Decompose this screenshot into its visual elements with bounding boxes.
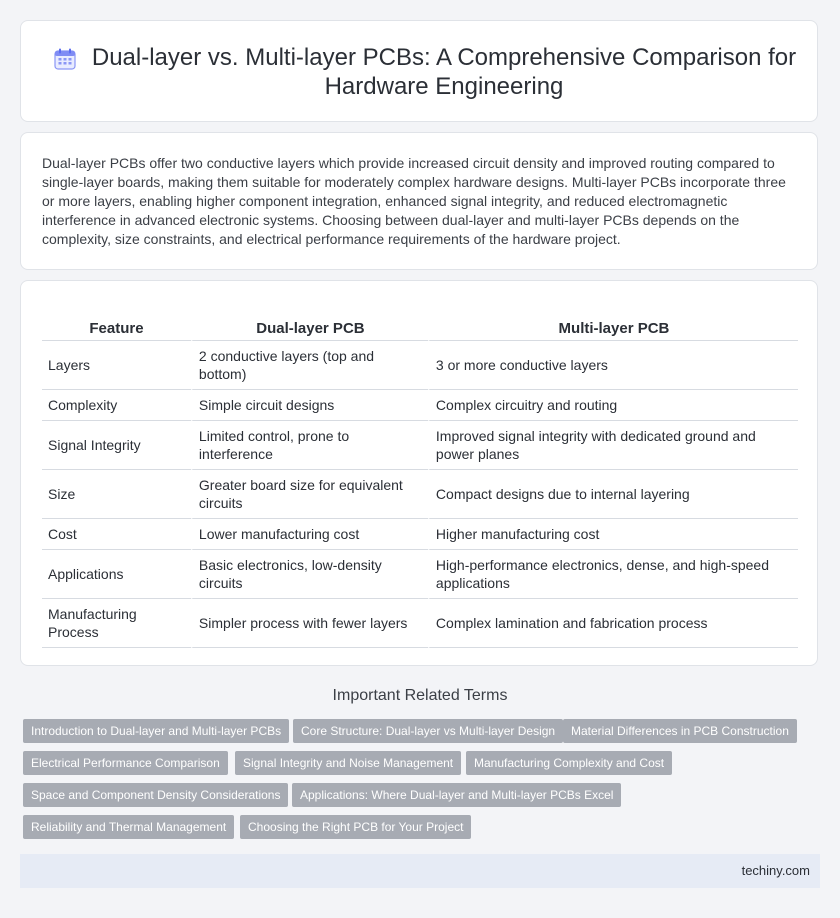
- table-cell: Complexity: [42, 390, 191, 421]
- table-row: [42, 599, 798, 648]
- table-cell: Simple circuit designs: [191, 390, 428, 421]
- table-cell: Greater board size for equivalent circuits: [191, 470, 428, 519]
- table-row: [42, 470, 798, 519]
- table-cell: High-performance electronics, dense, and high-speed applications: [428, 550, 798, 599]
- table-cell: Complex circuitry and routing: [428, 390, 798, 421]
- related-term-tag[interactable]: Material Differences in PCB Construction: [563, 719, 797, 743]
- title-card: [20, 20, 818, 122]
- column-header: Feature: [42, 312, 191, 341]
- table-cell: Simpler process with fewer layers: [191, 599, 428, 648]
- site-name[interactable]: techiny.com: [741, 863, 810, 878]
- table-cell: Improved signal integrity with dedicated ground and power planes: [428, 421, 798, 470]
- table-cell: Applications: [42, 550, 191, 599]
- table-cell: Signal Integrity: [42, 421, 191, 470]
- related-term-tag[interactable]: Introduction to Dual-layer and Multi-layer PCBs: [23, 719, 289, 743]
- related-term-tag[interactable]: Core Structure: Dual-layer vs Multi-layer Design: [293, 719, 563, 743]
- table-cell: Higher manufacturing cost: [428, 519, 798, 550]
- table-cell: Complex lamination and fabrication process: [428, 599, 798, 648]
- table-cell: Cost: [42, 519, 191, 550]
- intro-card: [20, 132, 818, 270]
- table-cell: Lower manufacturing cost: [191, 519, 428, 550]
- table-cell: Basic electronics, low-density circuits: [191, 550, 428, 599]
- related-term-tag[interactable]: Manufacturing Complexity and Cost: [466, 751, 672, 775]
- related-terms-heading: Important Related Terms: [332, 687, 508, 704]
- table-row: [42, 550, 798, 599]
- table-cell: Layers: [42, 341, 191, 390]
- table-cell: Size: [42, 470, 191, 519]
- table-row: [42, 390, 798, 421]
- table-cell: Compact designs due to internal layering: [428, 470, 798, 519]
- table-header-row: [42, 312, 798, 341]
- table-cell: Limited control, prone to interference: [191, 421, 428, 470]
- table-cell: 2 conductive layers (top and bottom): [191, 341, 428, 390]
- table-cell: 3 or more conductive layers: [428, 341, 798, 390]
- table-row: [42, 341, 798, 390]
- table-row: [42, 421, 798, 470]
- table-cell: Manufacturing Process: [42, 599, 191, 648]
- related-term-tag[interactable]: Signal Integrity and Noise Management: [235, 751, 461, 775]
- comparison-table: [42, 312, 798, 648]
- column-header: Dual-layer PCB: [191, 312, 428, 341]
- comparison-card: [20, 280, 818, 666]
- intro-paragraph: Dual-layer PCBs offer two conductive layers which provide increased circuit density and improved routing compared to single-layer boards, making them suitable for moderately complex hardware designs. Multi-layer PCBs incorporate three or more layers, enabling higher component integration, enhanced signal integrity, and reduced electromagnetic interference in advanced electronic systems. Choosing between dual-layer and multi-layer PCBs depends on the complexity, size constraints, and electrical performance requirements of the hardware project.: [42, 155, 786, 247]
- related-term-tag[interactable]: Space and Component Density Considerations: [23, 783, 288, 807]
- related-term-tag[interactable]: Electrical Performance Comparison: [23, 751, 228, 775]
- calendar-icon: [53, 47, 77, 71]
- related-term-tag[interactable]: Applications: Where Dual-layer and Multi-layer PCBs Excel: [292, 783, 621, 807]
- related-term-tag[interactable]: Reliability and Thermal Management: [23, 815, 234, 839]
- column-header: Multi-layer PCB: [428, 312, 798, 341]
- page-title: Dual-layer vs. Multi-layer PCBs: A Comprehensive Comparison for Hardware Engineering: [91, 44, 797, 100]
- table-row: [42, 519, 798, 550]
- footer: [20, 854, 820, 888]
- related-term-tag[interactable]: Choosing the Right PCB for Your Project: [240, 815, 471, 839]
